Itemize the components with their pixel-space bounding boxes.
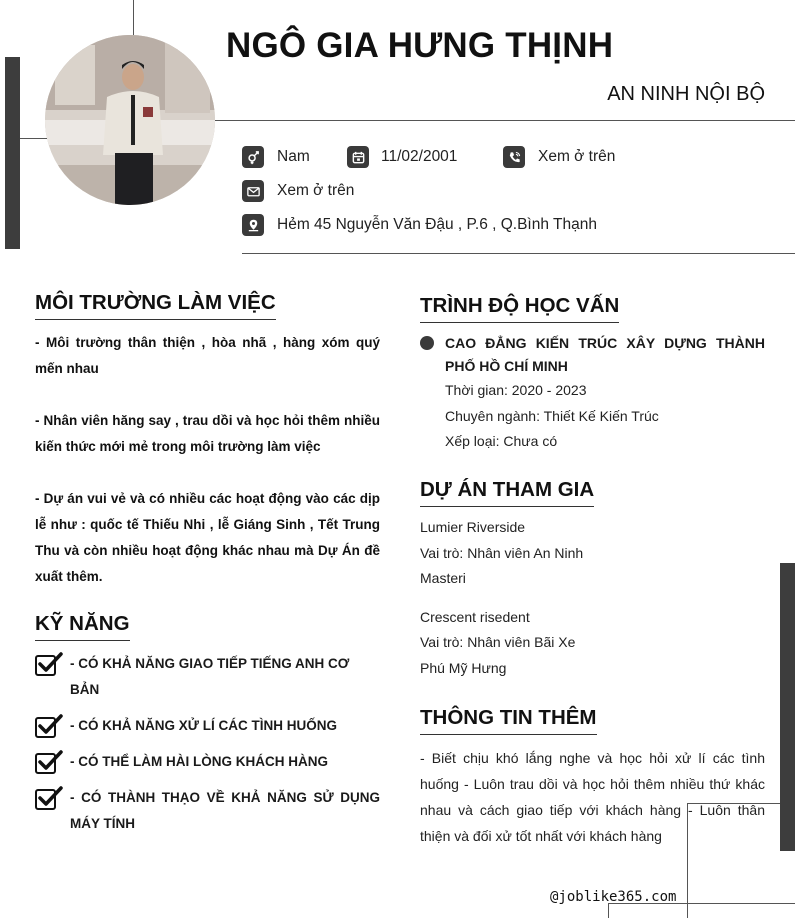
gender-value: Nam [277, 148, 310, 165]
skill-item [35, 713, 380, 739]
projects-section [420, 478, 765, 681]
work-environment-section [35, 291, 380, 590]
more-info-section [420, 706, 765, 849]
avatar-photo [45, 35, 215, 205]
email-icon [242, 180, 264, 202]
skill-text: - CÓ KHẢ NĂNG XỬ LÍ CÁC TÌNH HUỐNG [70, 718, 337, 733]
education-major: Chuyên ngành: Thiết Kế Kiến Trúc [445, 407, 659, 424]
gender-info [242, 146, 310, 168]
top-vertical-line [133, 0, 134, 38]
calendar-icon [347, 146, 369, 168]
project-role: Vai trò: Nhân viên An Ninh [420, 544, 584, 561]
phone-icon [503, 146, 525, 168]
more-info-text: - Biết chịu khó lắng nghe và học hỏi xử lí các tình huống - Luôn trau dồi và học hỏi thêm nhiều thứ khác nhau và cách giao tiếp với khách hàng - Luôn thân thiện và đối xử tốt nhất với khách hàng [420, 750, 765, 844]
phone-info [503, 146, 615, 168]
skills-section [35, 612, 380, 837]
right-accent-bar [780, 563, 795, 851]
project-extra: Phú Mỹ Hưng [420, 659, 507, 676]
address-value: Hẻm 45 Nguyễn Văn Đậu , P.6 , Q.Bình Thạnh [277, 216, 597, 233]
header-divider [215, 120, 795, 121]
phone-value: Xem ở trên [538, 148, 616, 165]
project-item [420, 605, 765, 682]
skill-text: - CÓ KHẢ NĂNG GIAO TIẾP TIẾNG ANH CƠ BẢN [70, 656, 350, 697]
project-name: Crescent risedent [420, 608, 530, 625]
skill-text: - CÓ THÀNH THẠO VỀ KHẢ NĂNG SỬ DỤNG MÁY TÍNH [70, 790, 380, 831]
email-value: Xem ở trên [277, 182, 355, 199]
job-position: AN NINH NỘI BỘ [607, 83, 765, 105]
checkbox-checked-icon [35, 750, 63, 774]
school-name: CAO ĐẲNG KIẾN TRÚC XÂY DỰNG THÀNH PHỐ HỒ CHÍ MINH [445, 335, 765, 374]
checkbox-checked-icon [35, 652, 63, 676]
project-role: Vai trò: Nhân viên Bãi Xe [420, 634, 576, 650]
projects-title: DỰ ÁN THAM GIA [420, 478, 594, 507]
full-name: NGÔ GIA HƯNG THỊNH [226, 26, 614, 65]
bullet-dot [420, 336, 434, 350]
work-env-paragraph: - Dự án vui vẻ và có nhiều các hoạt động vào các dịp lễ như : quốc tế Thiếu Nhi , lễ Giáng Sinh , Tết Trung Thu và còn nhiều hoạt động khác nhau mà Dự Án đề xuất thêm. [35, 491, 380, 584]
email-info [242, 180, 354, 202]
footer-watermark: @joblike365.com [550, 889, 677, 905]
location-pin-icon [242, 214, 264, 236]
skill-item [35, 651, 380, 703]
more-info-title: THÔNG TIN THÊM [420, 706, 597, 735]
gender-icon [242, 146, 264, 168]
education-section [420, 294, 765, 455]
project-item [420, 515, 765, 592]
education-title: TRÌNH ĐỘ HỌC VẤN [420, 294, 619, 323]
contact-divider [242, 253, 795, 254]
project-name: Lumier Riverside [420, 519, 526, 535]
education-rank: Xếp loại: Chưa có [445, 433, 558, 449]
address-info [242, 214, 597, 236]
checkbox-checked-icon [35, 786, 63, 810]
project-extra: Masteri [420, 570, 466, 586]
work-env-paragraph: - Môi trường thân thiện , hòa nhã , hàng xóm quý mến nhau [35, 335, 380, 376]
skills-title: KỸ NĂNG [35, 612, 130, 641]
avatar [45, 35, 215, 205]
corner-frame-tick [608, 903, 609, 918]
birthdate-value: 11/02/2001 [381, 148, 458, 165]
education-time: Thời gian: 2020 - 2023 [445, 382, 587, 398]
skill-item [35, 785, 380, 837]
birthdate-info [347, 146, 457, 168]
left-accent-bar [5, 57, 20, 249]
work-env-paragraph: - Nhân viên hăng say , trau dồi và học hỏi thêm nhiều kiến thức mới mẻ trong môi trường làm việc [35, 413, 380, 454]
checkbox-checked-icon [35, 714, 63, 738]
left-horizontal-line [20, 138, 48, 139]
skill-item [35, 749, 380, 775]
skill-text: - CÓ THỂ LÀM HÀI LÒNG KHÁCH HÀNG [70, 754, 328, 769]
work-environment-title: MÔI TRƯỜNG LÀM VIỆC [35, 291, 276, 320]
